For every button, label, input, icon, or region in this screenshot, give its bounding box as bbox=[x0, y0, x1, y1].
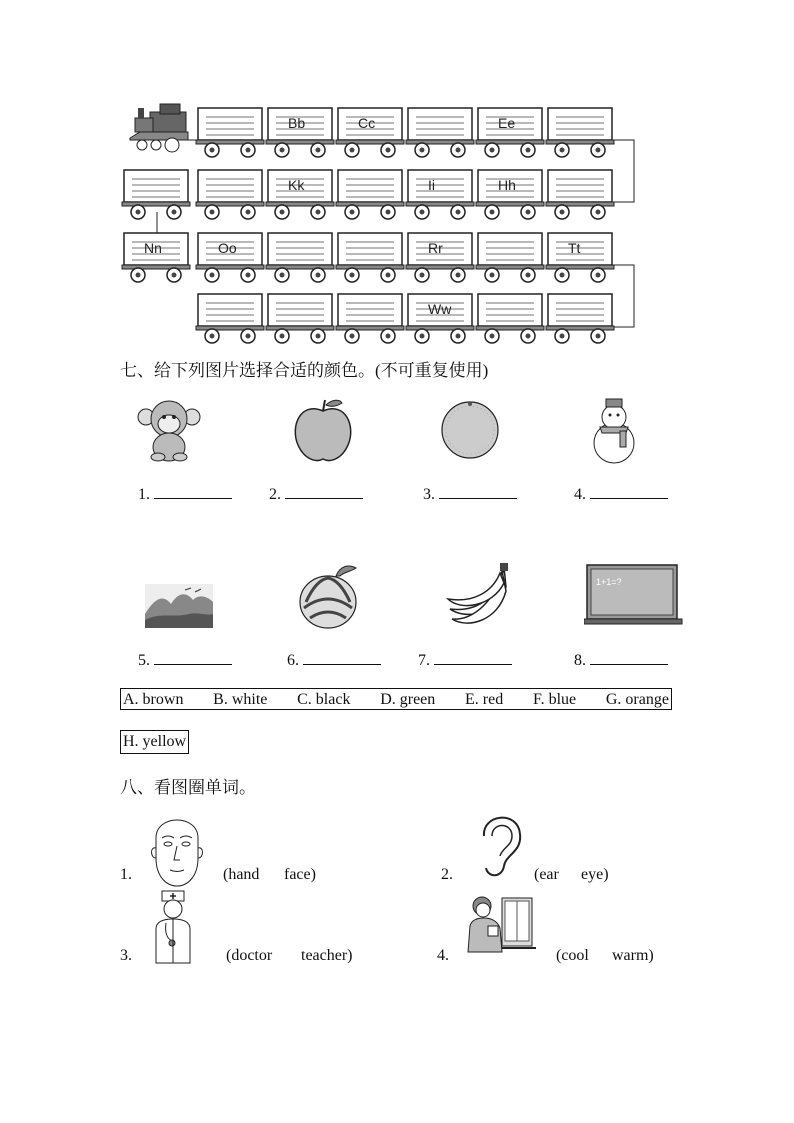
word-option[interactable]: (cool bbox=[556, 947, 589, 964]
section-7-title: 七、给下列图片选择合适的颜色。(不可重复使用) bbox=[120, 361, 489, 380]
section-8-title: 八、看图圈单词。 bbox=[120, 778, 256, 797]
option-e: E. red bbox=[465, 691, 504, 708]
option-c: C. black bbox=[297, 691, 351, 708]
train-car-letter: Ee bbox=[498, 115, 516, 131]
train-car-letter: Ww bbox=[428, 301, 452, 317]
word-option[interactable]: teacher) bbox=[301, 947, 353, 964]
train-car bbox=[336, 294, 404, 343]
answer-blank-6[interactable]: 6. bbox=[287, 649, 381, 670]
watermelon-icon bbox=[296, 560, 362, 630]
blackboard-text: 1+1=? bbox=[596, 577, 622, 587]
color-options-box bbox=[120, 688, 672, 710]
option-a: A. brown bbox=[123, 691, 184, 708]
answer-blank-7[interactable]: 7. bbox=[418, 649, 512, 670]
train-car-letter: Tt bbox=[568, 240, 581, 256]
monkey-icon bbox=[134, 397, 204, 463]
train-car bbox=[406, 108, 474, 157]
train-car bbox=[476, 170, 544, 219]
option-b: B. white bbox=[213, 691, 268, 708]
train-car bbox=[476, 108, 544, 157]
orange-icon bbox=[438, 398, 502, 460]
train-car bbox=[546, 170, 614, 219]
train-car bbox=[336, 108, 404, 157]
option-g: G. orange bbox=[605, 691, 669, 708]
answer-blank-3[interactable]: 3. bbox=[423, 483, 517, 504]
doctor-icon bbox=[148, 887, 198, 965]
word-option[interactable]: warm) bbox=[612, 947, 654, 964]
face-icon bbox=[142, 808, 212, 888]
train-car-letter: Oo bbox=[218, 240, 237, 256]
train-car bbox=[266, 233, 334, 282]
train-car-letter: Rr bbox=[428, 240, 443, 256]
train-car bbox=[476, 233, 544, 282]
train-car bbox=[196, 233, 264, 282]
ear-icon bbox=[472, 808, 528, 880]
train-car bbox=[196, 108, 264, 157]
train-car bbox=[476, 294, 544, 343]
train-car bbox=[122, 170, 190, 219]
train-car bbox=[196, 170, 264, 219]
train-car bbox=[546, 108, 614, 157]
answer-blank-4[interactable]: 4. bbox=[574, 483, 668, 504]
answer-blank-1[interactable]: 1. bbox=[138, 483, 232, 504]
alphabet-train bbox=[0, 0, 794, 345]
train-car-letter: Hh bbox=[498, 177, 516, 193]
train-car bbox=[196, 294, 264, 343]
train-car-letter: Kk bbox=[288, 177, 305, 193]
train-car bbox=[406, 170, 474, 219]
option-f: F. blue bbox=[532, 691, 577, 708]
word-option[interactable]: eye) bbox=[581, 866, 609, 883]
answer-blank-8[interactable]: 8. bbox=[574, 649, 668, 670]
word-option[interactable]: (doctor bbox=[226, 947, 273, 964]
apple-icon bbox=[290, 397, 356, 465]
word-option[interactable]: face) bbox=[284, 866, 316, 883]
train-car-letter: Cc bbox=[358, 115, 376, 131]
train-car bbox=[266, 108, 334, 157]
answer-blank-5[interactable]: 5. bbox=[138, 649, 232, 670]
train-car bbox=[122, 233, 190, 282]
train-car-letter: Nn bbox=[144, 240, 162, 256]
word-option[interactable]: (hand bbox=[223, 866, 260, 883]
locomotive-icon bbox=[130, 104, 188, 152]
train-car-letter: Bb bbox=[288, 115, 306, 131]
train-car bbox=[336, 233, 404, 282]
answer-blank-2[interactable]: 2. bbox=[269, 483, 363, 504]
blackboard-icon bbox=[584, 563, 684, 625]
train-car-letter: Ii bbox=[428, 177, 435, 193]
train-car bbox=[546, 233, 614, 282]
train-car bbox=[546, 294, 614, 343]
train-car bbox=[266, 170, 334, 219]
banana-icon bbox=[444, 563, 510, 629]
option-d: D. green bbox=[380, 691, 436, 708]
sea-wave-icon bbox=[145, 584, 213, 628]
train-car bbox=[266, 294, 334, 343]
snowman-icon bbox=[582, 395, 642, 465]
option-h: H. yellow bbox=[120, 730, 189, 754]
train-car bbox=[406, 233, 474, 282]
train-car bbox=[336, 170, 404, 219]
word-option[interactable]: (ear bbox=[534, 866, 559, 883]
train-car bbox=[406, 294, 474, 343]
warm-window-icon bbox=[462, 892, 538, 954]
